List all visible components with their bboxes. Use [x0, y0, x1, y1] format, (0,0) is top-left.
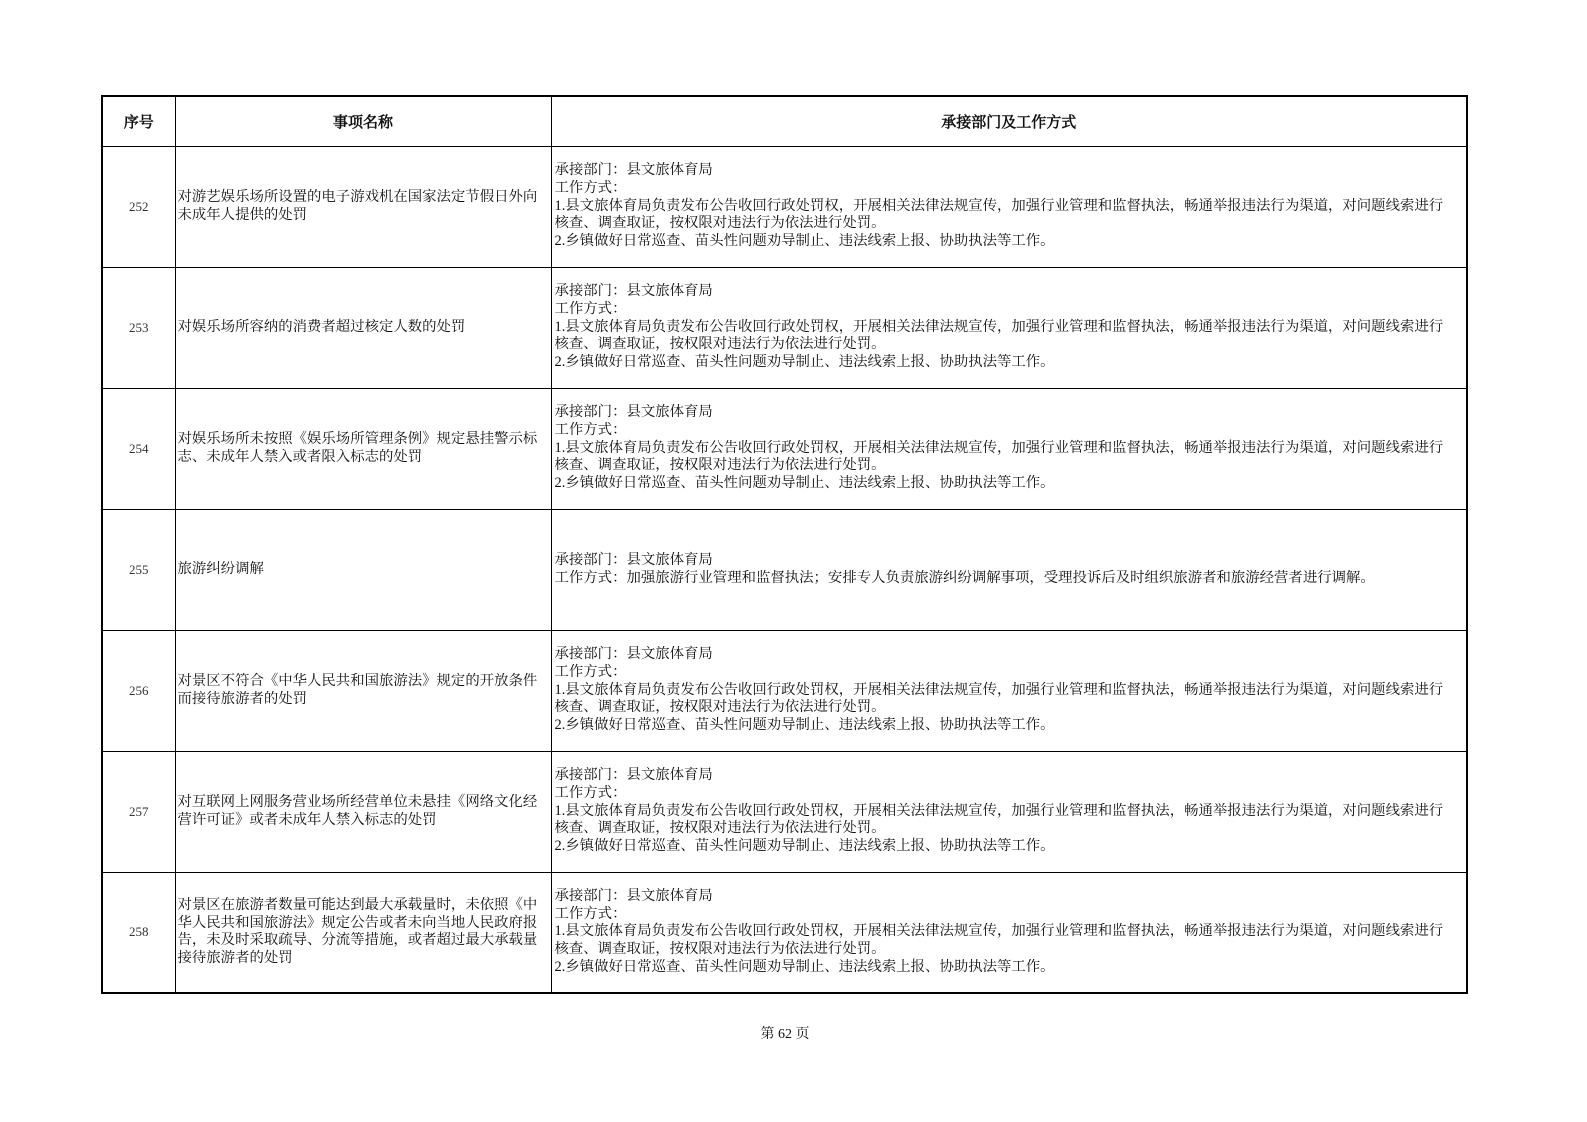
- table-row: [102, 751, 1467, 872]
- handling-line: 承接部门：县文旅体育局: [554, 162, 713, 179]
- handling-line: 1.县文旅体育局负责发布公告收回行政处罚权，开展相关法律法规宣传，加强行业管理和监督执法，畅通举报违法行为渠道，对问题线索进行 核查、调查取证，按权限对违法行为依法进行处罚。: [554, 197, 1444, 232]
- handling-line: 承接部门：县文旅体育局: [554, 887, 713, 904]
- handling-line: 2.乡镇做好日常巡查、苗头性问题劝导制止、违法线索上报、协助执法等工作。: [554, 475, 1055, 492]
- handling-line: 2.乡镇做好日常巡查、苗头性问题劝导制止、违法线索上报、协助执法等工作。: [554, 717, 1055, 734]
- table-row: [102, 146, 1467, 267]
- item-name: 对景区不符合《中华人民共和国旅游法》规定的开放条件 而接待旅游者的处罚: [175, 630, 551, 751]
- item-name: 对娱乐场所未按照《娱乐场所管理条例》规定悬挂警示标 志、未成年人禁入或者限入标志的处罚: [175, 388, 551, 509]
- handling-line: 工作方式：: [554, 300, 627, 317]
- handling-cell: [551, 872, 1467, 993]
- table-row: [102, 872, 1467, 993]
- handling-line: 1.县文旅体育局负责发布公告收回行政处罚权，开展相关法律法规宣传，加强行业管理和监督执法，畅通举报违法行为渠道，对问题线索进行 核查、调查取证，按权限对违法行为依法进行处罚。: [554, 439, 1444, 474]
- handling-cell: [551, 509, 1467, 630]
- handling-line: 工作方式：: [554, 663, 627, 680]
- handling-line: 1.县文旅体育局负责发布公告收回行政处罚权，开展相关法律法规宣传，加强行业管理和监督执法，畅通举报违法行为渠道，对问题线索进行 核查、调查取证，按权限对违法行为依法进行处罚。: [554, 318, 1444, 353]
- page-number: 第 62 页: [760, 1027, 810, 1042]
- handling-line: 工作方式：: [554, 784, 627, 801]
- handling-line: 承接部门：县文旅体育局: [554, 646, 713, 663]
- handling-cell: [551, 388, 1467, 509]
- handling-cell: [551, 751, 1467, 872]
- row-index: 255: [102, 509, 175, 630]
- item-name: 对游艺娱乐场所设置的电子游戏机在国家法定节假日外向 未成年人提供的处罚: [175, 146, 551, 267]
- table-row: [102, 267, 1467, 388]
- handling-line: 工作方式：: [554, 179, 627, 196]
- row-index: 257: [102, 751, 175, 872]
- handling-line: 承接部门：县文旅体育局: [554, 551, 713, 568]
- item-name: 对互联网上网服务营业场所经营单位未悬挂《网络文化经 营许可证》或者未成年人禁入标志的处罚: [175, 751, 551, 872]
- table-row: [102, 509, 1467, 630]
- matters-table: [101, 95, 1468, 994]
- handling-line: 2.乡镇做好日常巡查、苗头性问题劝导制止、违法线索上报、协助执法等工作。: [554, 354, 1055, 371]
- handling-line: 2.乡镇做好日常巡查、苗头性问题劝导制止、违法线索上报、协助执法等工作。: [554, 838, 1055, 855]
- header-index: 序号: [102, 96, 175, 146]
- row-index: 256: [102, 630, 175, 751]
- handling-line: 工作方式：: [554, 905, 627, 922]
- handling-cell: [551, 267, 1467, 388]
- handling-line: 承接部门：县文旅体育局: [554, 404, 713, 421]
- row-index: 253: [102, 267, 175, 388]
- table-row: [102, 630, 1467, 751]
- item-name: 对景区在旅游者数量可能达到最大承载量时，未依照《中 华人民共和国旅游法》规定公告或者未向当地人民政府报 告，未及时采取疏导、分流等措施，或者超过最大承载量 接待旅游者的处罚: [175, 872, 551, 993]
- handling-line: 工作方式：: [554, 421, 627, 438]
- row-index: 252: [102, 146, 175, 267]
- row-index: 254: [102, 388, 175, 509]
- table-body: [102, 146, 1467, 993]
- header-handling: 承接部门及工作方式: [551, 96, 1467, 146]
- handling-cell: [551, 146, 1467, 267]
- handling-line: 2.乡镇做好日常巡查、苗头性问题劝导制止、违法线索上报、协助执法等工作。: [554, 958, 1055, 975]
- handling-line: 2.乡镇做好日常巡查、苗头性问题劝导制止、违法线索上报、协助执法等工作。: [554, 233, 1055, 250]
- header-item-name: 事项名称: [175, 96, 551, 146]
- handling-line: 1.县文旅体育局负责发布公告收回行政处罚权，开展相关法律法规宣传，加强行业管理和监督执法，畅通举报违法行为渠道，对问题线索进行 核查、调查取证，按权限对违法行为依法进行处罚。: [554, 681, 1444, 716]
- handling-line: 工作方式：加强旅游行业管理和监督执法；安排专人负责旅游纠纷调解事项，受理投诉后及时组织旅游者和旅游经营者进行调解。: [554, 569, 1375, 586]
- handling-line: 1.县文旅体育局负责发布公告收回行政处罚权，开展相关法律法规宣传，加强行业管理和监督执法，畅通举报违法行为渠道，对问题线索进行 核查、调查取证，按权限对违法行为依法进行处罚。: [554, 923, 1444, 958]
- table-row: [102, 388, 1467, 509]
- handling-line: 1.县文旅体育局负责发布公告收回行政处罚权，开展相关法律法规宣传，加强行业管理和监督执法，畅通举报违法行为渠道，对问题线索进行 核查、调查取证，按权限对违法行为依法进行处罚。: [554, 802, 1444, 837]
- item-name: 旅游纠纷调解: [175, 509, 551, 630]
- handling-line: 承接部门：县文旅体育局: [554, 767, 713, 784]
- table-header: [102, 96, 1467, 146]
- row-index: 258: [102, 872, 175, 993]
- header-row: [102, 96, 1467, 146]
- handling-cell: [551, 630, 1467, 751]
- handling-line: 承接部门：县文旅体育局: [554, 283, 713, 300]
- item-name: 对娱乐场所容纳的消费者超过核定人数的处罚: [175, 267, 551, 388]
